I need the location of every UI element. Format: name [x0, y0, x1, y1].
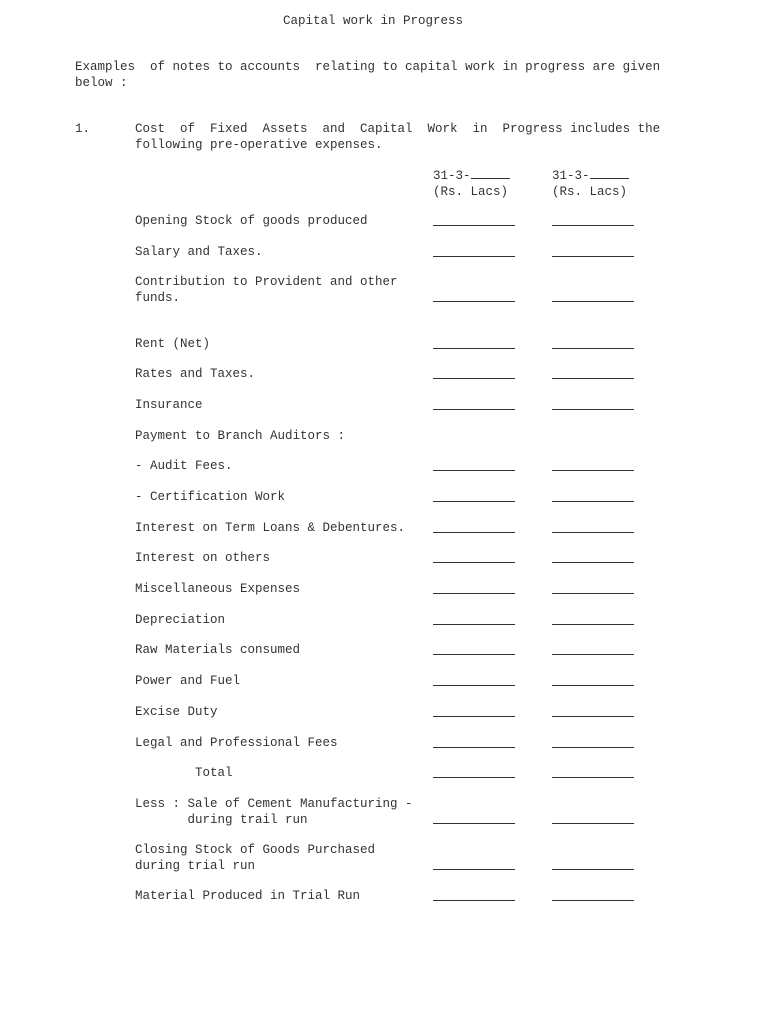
amount-blank-col-1	[433, 501, 515, 502]
amount-blank-col-1	[433, 624, 515, 625]
amount-blank-col-1	[433, 823, 515, 824]
column-header-1	[433, 166, 510, 200]
amount-blank-col-2	[552, 470, 634, 471]
amount-blank-col-2	[552, 685, 634, 686]
intro-line-1: Examples of notes to accounts relating to capital work in progress are given	[75, 60, 661, 74]
amount-blank-col-1	[433, 532, 515, 533]
amount-blank-col-1	[433, 777, 515, 778]
amount-blank-col-1	[433, 301, 515, 302]
item-description	[135, 121, 665, 153]
amount-blank-col-1	[433, 409, 515, 410]
amount-blank-col-2	[552, 654, 634, 655]
row-label: Salary and Taxes.	[135, 245, 263, 259]
row-label: Total	[195, 766, 233, 780]
column-1-date-blank	[471, 166, 510, 179]
row-label: Excise Duty	[135, 705, 218, 719]
row-label: Raw Materials consumed	[135, 643, 301, 657]
amount-blank-col-2	[552, 409, 634, 410]
amount-blank-col-2	[552, 532, 634, 533]
amount-blank-col-1	[433, 348, 515, 349]
item-text-line-2: following pre-operative expenses.	[135, 138, 383, 152]
amount-blank-col-1	[433, 378, 515, 379]
amount-blank-col-1	[433, 900, 515, 901]
amount-blank-col-1	[433, 685, 515, 686]
row-label: Power and Fuel	[135, 674, 241, 688]
amount-blank-col-2	[552, 562, 634, 563]
amount-blank-col-1	[433, 256, 515, 257]
row-label: Material Produced in Trial Run	[135, 889, 361, 903]
amount-blank-col-2	[552, 777, 634, 778]
amount-blank-col-2	[552, 301, 634, 302]
item-number: 1.	[75, 122, 91, 136]
column-1-unit: (Rs. Lacs)	[433, 185, 509, 199]
row-label: Legal and Professional Fees	[135, 736, 338, 750]
amount-blank-col-1	[433, 869, 515, 870]
amount-blank-col-2	[552, 624, 634, 625]
amount-blank-col-1	[433, 470, 515, 471]
row-label: Miscellaneous Expenses	[135, 582, 301, 596]
amount-blank-col-1	[433, 654, 515, 655]
amount-blank-col-2	[552, 869, 634, 870]
row-label: Rates and Taxes.	[135, 367, 256, 381]
amount-blank-col-2	[552, 501, 634, 502]
amount-blank-col-2	[552, 225, 634, 226]
amount-blank-col-2	[552, 378, 634, 379]
row-label: Opening Stock of goods produced	[135, 214, 368, 228]
amount-blank-col-2	[552, 716, 634, 717]
amount-blank-col-2	[552, 256, 634, 257]
amount-blank-col-1	[433, 562, 515, 563]
intro-paragraph	[75, 59, 675, 91]
row-label: Interest on Term Loans & Debentures.	[135, 521, 406, 535]
row-label: Interest on others	[135, 551, 271, 565]
row-label: Insurance	[135, 398, 203, 412]
column-2-unit: (Rs. Lacs)	[552, 185, 628, 199]
row-label: Closing Stock of Goods Purchased during trial run	[135, 843, 376, 873]
amount-blank-col-1	[433, 593, 515, 594]
item-text-line-1: Cost of Fixed Assets and Capital Work in Progress includes the	[135, 122, 661, 136]
row-label: Depreciation	[135, 613, 226, 627]
amount-blank-col-1	[433, 716, 515, 717]
amount-blank-col-1	[433, 225, 515, 226]
column-header-2	[552, 166, 629, 200]
row-label: Contribution to Provident and other funds.	[135, 275, 398, 305]
column-2-date-blank	[590, 166, 629, 179]
amount-blank-col-1	[433, 747, 515, 748]
row-label: Less : Sale of Cement Manufacturing - during trail run	[135, 797, 413, 827]
intro-line-2: below :	[75, 76, 128, 90]
column-2-date: 31-3-	[552, 169, 590, 183]
row-label: Payment to Branch Auditors :	[135, 429, 346, 443]
row-label: - Certification Work	[135, 490, 286, 504]
page-title: Capital work in Progress	[282, 14, 464, 28]
amount-blank-col-2	[552, 593, 634, 594]
amount-blank-col-2	[552, 900, 634, 901]
row-label: - Audit Fees.	[135, 459, 233, 473]
amount-blank-col-2	[552, 348, 634, 349]
amount-blank-col-2	[552, 823, 634, 824]
column-1-date: 31-3-	[433, 169, 471, 183]
row-label: Rent (Net)	[135, 337, 211, 351]
amount-blank-col-2	[552, 747, 634, 748]
